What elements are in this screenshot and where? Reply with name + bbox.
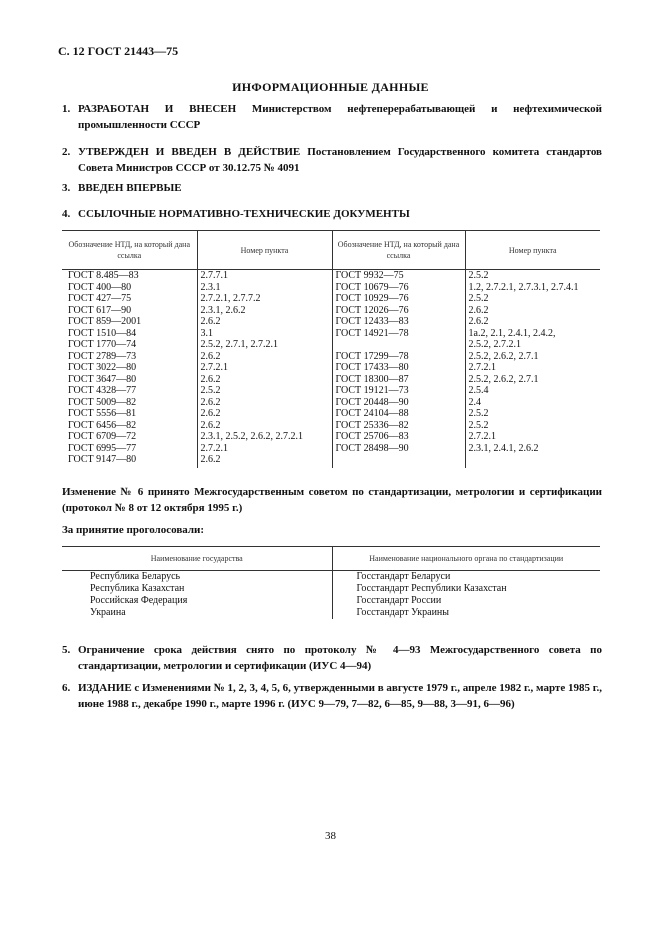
table-row: [62, 607, 600, 619]
national-body-cell: Госстандарт Республики Казахстан: [332, 583, 600, 595]
info-item-6: [62, 680, 602, 712]
ntd-designation-cell: ГОСТ 20448—90: [332, 397, 465, 409]
ntd-designation-cell: [332, 454, 465, 468]
table-row: [62, 571, 600, 584]
clause-number-cell: 2.7.7.1: [197, 270, 332, 282]
clause-number-cell: 2.3.1, 2.6.2: [197, 305, 332, 317]
table-row: [62, 316, 600, 328]
table-row: [62, 583, 600, 595]
table-row: [62, 339, 600, 351]
table-row: [62, 397, 600, 409]
info-item-4: [62, 206, 602, 222]
clause-number-cell: 2.5.2, 2.7.1, 2.7.2.1: [197, 339, 332, 351]
page-number: 38: [325, 830, 336, 842]
ntd-designation-cell: ГОСТ 10929—76: [332, 293, 465, 305]
clause-number-cell: 2.6.2: [197, 454, 332, 468]
clause-number-cell: 2.5.2, 2.6.2, 2.7.1: [465, 351, 600, 363]
item-lead: РАЗРАБОТАН И ВНЕСЕН: [78, 103, 237, 115]
info-item-2: [62, 144, 602, 176]
info-item-3: [62, 180, 602, 196]
info-item-1: [62, 101, 602, 133]
clause-number-cell: 2.5.2, 2.6.2, 2.7.1: [465, 374, 600, 386]
clause-number-cell: 3.1: [197, 328, 332, 340]
clause-number-cell: [465, 454, 600, 468]
ntd-designation-cell: ГОСТ 6995—77: [68, 442, 137, 454]
ntd-designation-cell: ГОСТ 9932—75: [332, 270, 465, 282]
ntd-designation-cell: ГОСТ 3022—80: [68, 362, 137, 373]
table-row: [62, 328, 600, 340]
table-row: [62, 293, 600, 305]
page-title: ИНФОРМАЦИОННЫЕ ДАННЫЕ: [232, 80, 429, 94]
ntd-designation-cell: ГОСТ 5556—81: [68, 408, 137, 419]
reference-documents-table: [62, 230, 600, 468]
clause-number-cell: 2.6.2: [197, 351, 332, 363]
ntd-designation-cell: ГОСТ 4328—77: [68, 385, 137, 396]
ntd-designation-cell: ГОСТ 5009—82: [68, 396, 137, 408]
clause-number-cell: 2.5.4: [465, 385, 600, 397]
clause-number-cell: 2.5.2: [465, 293, 600, 305]
ntd-designation-cell: ГОСТ 12026—76: [332, 305, 465, 317]
ntd-designation-cell: ГОСТ 18300—87: [332, 374, 465, 386]
clause-number-cell: 1.2, 2.7.2.1, 2.7.3.1, 2.7.4.1: [465, 282, 600, 294]
ntd-designation-cell: ГОСТ 28498—90: [332, 443, 465, 455]
clause-number-cell: 2.7.2.1: [465, 362, 600, 374]
clause-number-cell: 2.7.2.1: [197, 443, 332, 455]
table-row: [62, 385, 600, 397]
national-body-cell: Госстандарт Украины: [332, 607, 600, 619]
item-lead: ВВЕДЕН ВПЕРВЫЕ: [78, 182, 182, 194]
ntd-designation-cell: ГОСТ 25336—82: [332, 420, 465, 432]
table-row: [62, 282, 600, 294]
header-clause-number: Номер пункта: [197, 231, 332, 270]
ntd-designation-cell: [332, 339, 465, 351]
state-cell: Республика Казахстан: [90, 583, 185, 594]
ntd-designation-cell: ГОСТ 617—90: [68, 304, 132, 316]
clause-number-cell: 2.7.2.1: [465, 431, 600, 443]
item-number: 6.: [62, 682, 71, 694]
clause-number-cell: 2.5.2: [465, 408, 600, 420]
item-text: Ограничение срока действия снято по протоколу № 4—93 Межгосударственного совета по стандартизации, метрологии и сертификации (ИУС 4—94): [78, 644, 602, 672]
clause-number-cell: 2.3.1, 2.5.2, 2.6.2, 2.7.2.1: [197, 431, 332, 443]
table-row: [62, 454, 600, 468]
clause-number-cell: 2.6.2: [197, 374, 332, 386]
table-row: [62, 362, 600, 374]
table-row: [62, 595, 600, 607]
clause-number-cell: 2.3.1: [197, 282, 332, 294]
clause-number-cell: 2.7.2.1, 2.7.7.2: [197, 293, 332, 305]
item-number: 2.: [62, 146, 71, 158]
state-cell: Российская Федерация: [90, 595, 188, 606]
ntd-designation-cell: ГОСТ 9147—80: [68, 454, 137, 465]
change-note: Изменение № 6 принято Межгосударственным советом по стандартизации, метрологии и сертификации (протокол № 8 от 12 октября 1995 г.): [62, 486, 602, 514]
clause-number-cell: 2.5.2: [465, 420, 600, 432]
ntd-designation-cell: ГОСТ 12433—83: [332, 316, 465, 328]
national-body-cell: Госстандарт Беларуси: [332, 571, 600, 584]
header-state: Наименование государства: [62, 547, 332, 571]
clause-number-cell: 2.6.2: [197, 316, 332, 328]
clause-number-cell: 2.6.2: [197, 397, 332, 409]
ntd-designation-cell: ГОСТ 1510—84: [68, 327, 137, 339]
item-number: 4.: [62, 208, 71, 220]
ntd-designation-cell: ГОСТ 3647—80: [68, 373, 137, 385]
item-lead: ССЫЛОЧНЫЕ НОРМАТИВНО-ТЕХНИЧЕСКИЕ ДОКУМЕНТЫ: [78, 208, 410, 220]
clause-number-cell: 2.5.2: [197, 385, 332, 397]
ntd-designation-cell: ГОСТ 24104—88: [332, 408, 465, 420]
page-header: С. 12 ГОСТ 21443—75: [58, 44, 179, 58]
clause-number-cell: 2.6.2: [465, 316, 600, 328]
national-body-cell: Госстандарт России: [332, 595, 600, 607]
item-number: 5.: [62, 644, 71, 656]
clause-number-cell: 2.3.1, 2.4.1, 2.6.2: [465, 443, 600, 455]
ntd-designation-cell: ГОСТ 17299—78: [332, 351, 465, 363]
item-text: Министерством нефтеперерабатывающей и нефтехимической промышленности СССР: [78, 103, 603, 131]
header-clause-number: Номер пункта: [465, 231, 600, 270]
clause-number-cell: 2.4: [465, 397, 600, 409]
ntd-designation-cell: ГОСТ 6456—82: [68, 419, 137, 431]
ntd-designation-cell: ГОСТ 25706—83: [332, 431, 465, 443]
voted-label: За принятие проголосовали:: [62, 524, 205, 536]
table-row: [62, 408, 600, 420]
ntd-designation-cell: ГОСТ 19121—73: [332, 385, 465, 397]
item-lead: УТВЕРЖДЕН И ВВЕДЕН В ДЕЙСТВИЕ: [78, 146, 301, 158]
ntd-designation-cell: ГОСТ 2789—73: [68, 350, 137, 362]
state-cell: Республика Беларусь: [90, 571, 181, 582]
clause-number-cell: 2.6.2: [197, 420, 332, 432]
clause-number-cell: 2.5.2: [465, 270, 600, 282]
table-row: [62, 374, 600, 386]
voting-table: [62, 546, 600, 619]
clause-number-cell: 1а.2, 2.1, 2.4.1, 2.4.2,: [465, 328, 600, 340]
header-ntd-designation: Обозначение НТД, на который дана ссылка: [62, 231, 197, 270]
table-row: [62, 420, 600, 432]
table-row: [62, 443, 600, 455]
table-row: [62, 351, 600, 363]
ntd-designation-cell: ГОСТ 14921—78: [332, 328, 465, 340]
item-text: ИЗДАНИЕ с Изменениями № 1, 2, 3, 4, 5, 6, утвержденными в августе 1979 г., апреле 1982 г., марте 1985 г., июне 1988 г., декабре 1990 г., марте 1996 г. (ИУС 9—79, 7—82, 6—85, 9—88, 3—91, 6—96): [78, 682, 602, 710]
clause-number-cell: 2.5.2, 2.7.2.1: [465, 339, 600, 351]
ntd-designation-cell: ГОСТ 6709—72: [68, 431, 137, 442]
table-row: [62, 431, 600, 443]
table-row: [62, 270, 600, 282]
clause-number-cell: 2.6.2: [465, 305, 600, 317]
header-national-body: Наименование национального органа по стандартизации: [332, 547, 600, 571]
item-number: 3.: [62, 182, 71, 194]
header-ntd-designation: Обозначение НТД, на который дана ссылка: [332, 231, 465, 270]
table-row: [62, 305, 600, 317]
item-text: Постановлением Государственного комитета стандартов Совета Министров СССР от 30.12.75 № 4091: [78, 146, 602, 174]
info-item-5: [62, 642, 602, 674]
clause-number-cell: 2.7.2.1: [197, 362, 332, 374]
ntd-designation-cell: ГОСТ 400—80: [68, 281, 132, 293]
ntd-designation-cell: ГОСТ 8.485—83: [68, 270, 139, 281]
state-cell: Украина: [90, 607, 126, 618]
ntd-designation-cell: ГОСТ 10679—76: [332, 282, 465, 294]
item-number: 1.: [62, 103, 71, 115]
clause-number-cell: 2.6.2: [197, 408, 332, 420]
ntd-designation-cell: ГОСТ 1770—74: [68, 339, 137, 350]
ntd-designation-cell: ГОСТ 427—75: [68, 293, 132, 304]
ntd-designation-cell: ГОСТ 17433—80: [332, 362, 465, 374]
ntd-designation-cell: ГОСТ 859—2001: [68, 316, 142, 327]
